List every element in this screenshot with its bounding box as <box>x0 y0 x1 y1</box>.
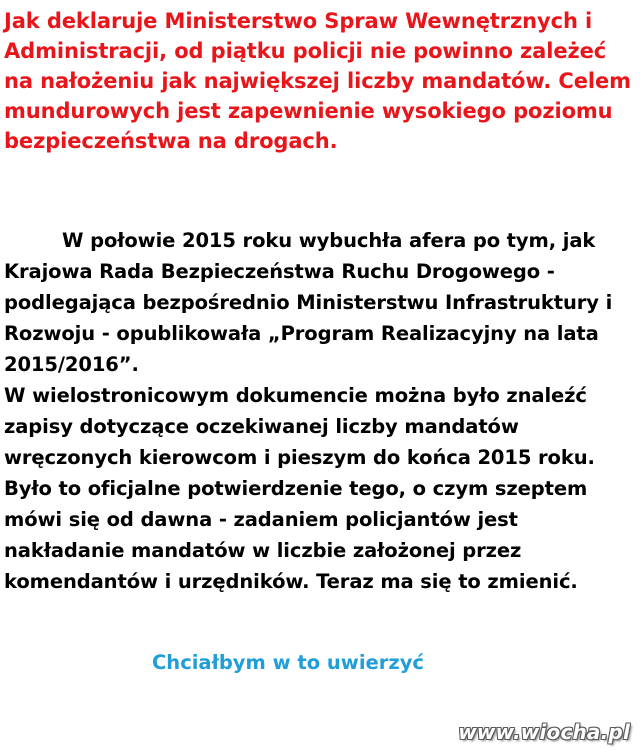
article-paragraph-1: W połowie 2015 roku wybuchła afera po tym, jak Krajowa Rada Bezpieczeństwa Ruchu Drogowego - podlegająca bezpośrednio Ministerstwu Infrastruktury i Rozwoju - opublikowała „Program Realizacyjny na lata 2015/2016”. <box>4 229 613 376</box>
headline-text: Jak deklaruje Ministerstwo Spraw Wewnętrznych i Administracji, od piątku policji nie powinno zależeć na nałożeniu jak największej liczby mandatów. Celem mundurowych jest zapewnienie wysokiego poziomu bezpieczeństwa na drogach. <box>4 9 631 153</box>
comment-text: Chciałbym w to uwierzyć <box>152 651 424 674</box>
article-body <box>4 225 636 597</box>
article-paragraph-2: W wielostronicowym dokumencie można było znaleźć zapisy dotyczące oczekiwanej liczby mandatów wręczonych kierowcom i pieszym do końca 2015 roku. Było to oficjalne potwierdzenie tego, o czym szeptem mówi się od dawna - zadaniem policjantów jest nakładanie mandatów w liczbie założonej przez komendantów i urzędników. Teraz ma się to zmienić. <box>4 384 595 593</box>
site-watermark: www.wiocha.pl <box>458 720 630 744</box>
